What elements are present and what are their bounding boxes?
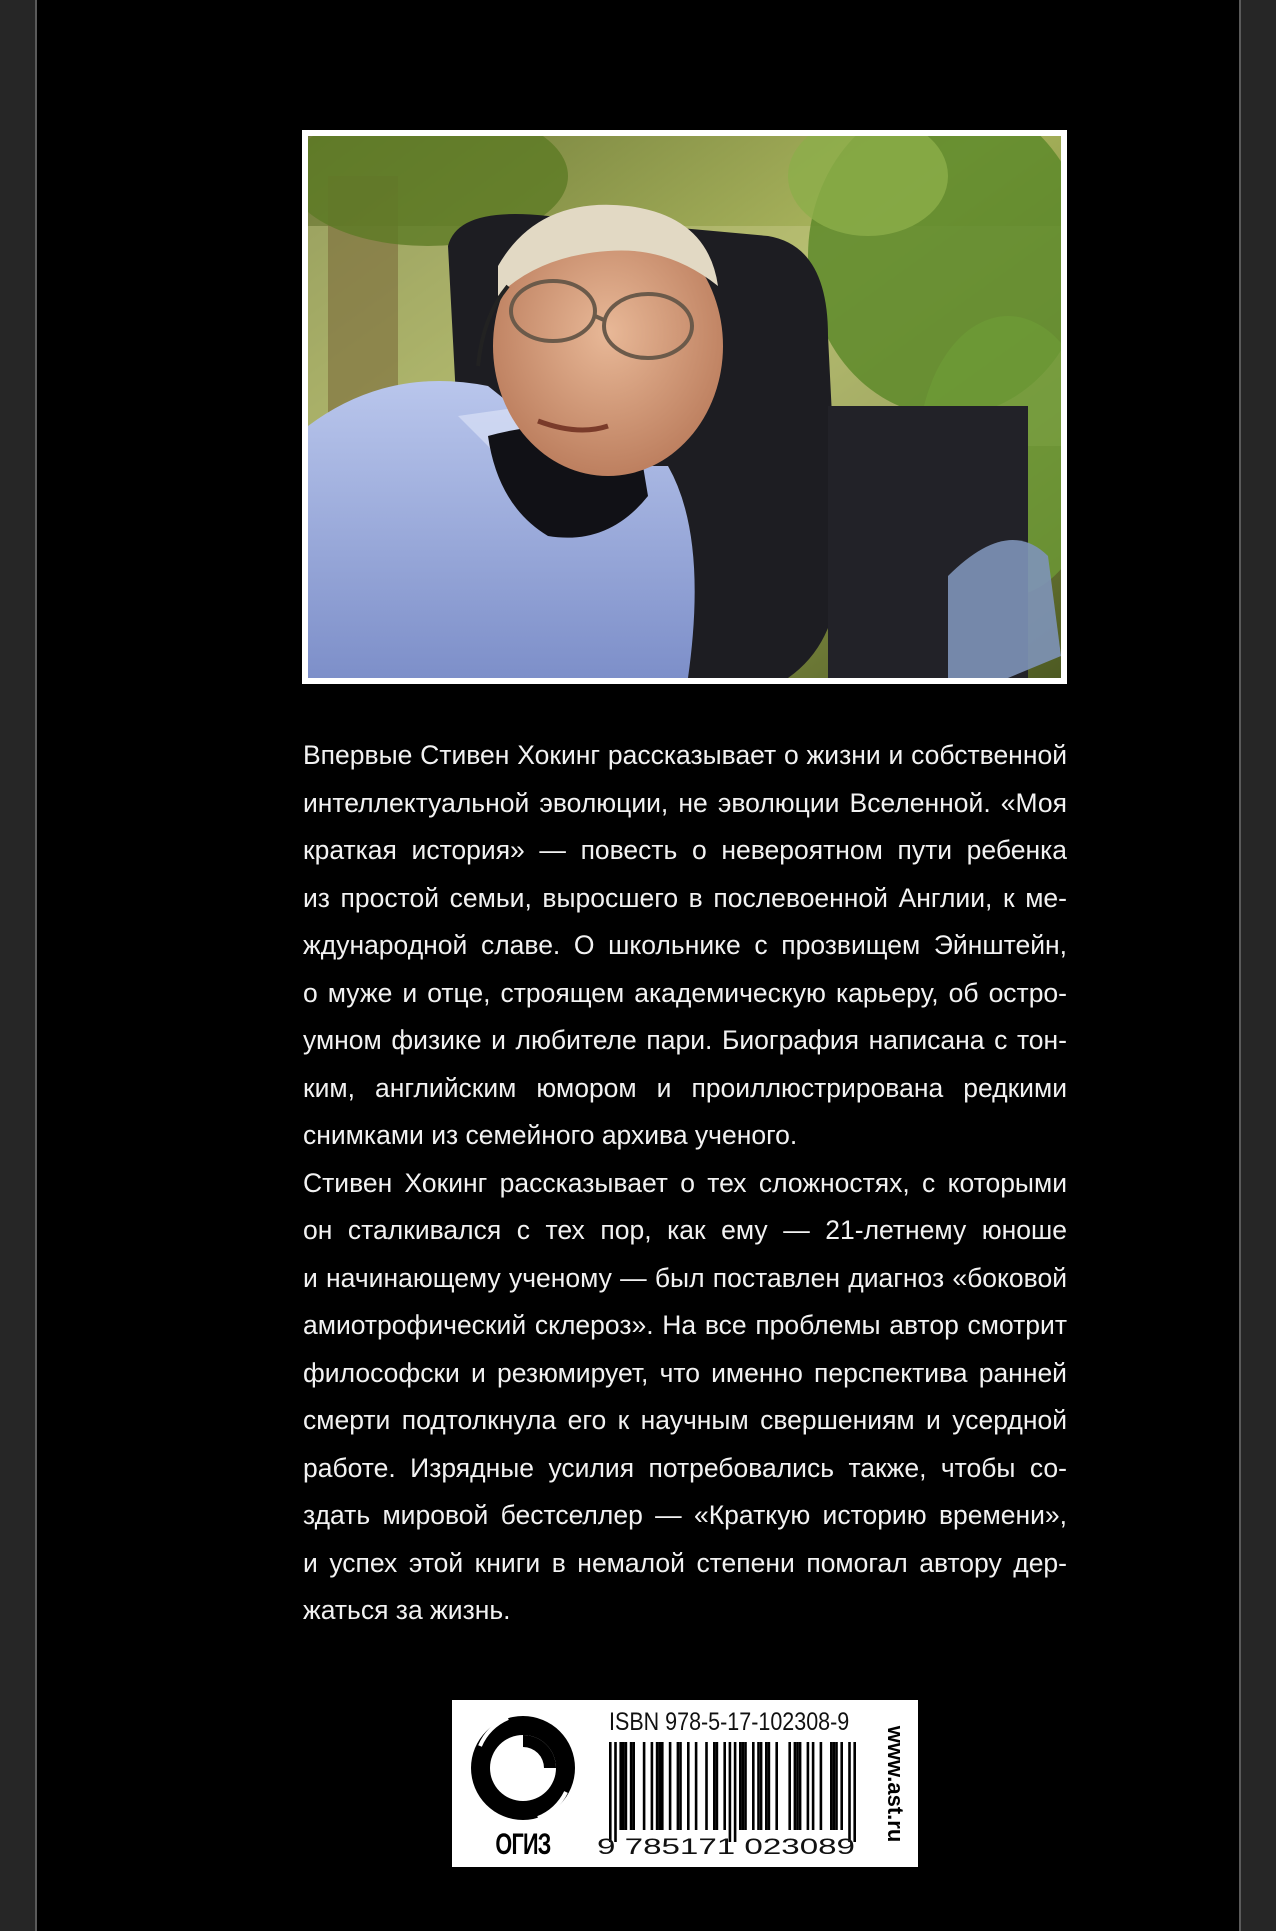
- barcode-bar: [830, 1742, 833, 1830]
- barcode-bar: [734, 1742, 737, 1842]
- barcode-bar: [625, 1742, 628, 1830]
- barcode-bar: [614, 1742, 617, 1842]
- barcode-bar: [768, 1742, 771, 1830]
- blurb-line: Впервые Стивен Хокинг рассказывает о жизни и собственной: [303, 740, 1067, 770]
- blurb-line: Стивен Хокинг рассказывает о тех сложностях, с которыми: [303, 1167, 1067, 1198]
- author-photo: [302, 130, 1067, 684]
- barcode-bar: [622, 1742, 625, 1830]
- barcode-bar: [760, 1742, 763, 1830]
- barcode-bar: [643, 1742, 646, 1830]
- barcode-bar: [669, 1742, 672, 1830]
- barcode-bar: [609, 1742, 612, 1842]
- barcode-bar: [848, 1742, 851, 1842]
- isbn-label: ISBN 978-5-17-102308-9: [609, 1708, 850, 1736]
- blurb-line: философски и резюмирует, что именно перспектива ранней: [303, 1357, 1067, 1388]
- barcode-bar: [835, 1742, 838, 1830]
- barcode-bar: [775, 1742, 778, 1830]
- barcode-bar: [833, 1742, 836, 1830]
- ean13-barcode: [595, 1740, 857, 1858]
- blurb-line: жаться за жизнь.: [303, 1595, 511, 1625]
- barcode-bar: [679, 1742, 682, 1830]
- blurb-line: амиотрофический склероз». На все проблемы автор смотрит: [303, 1310, 1067, 1340]
- blurb-paragraph-2: [303, 1160, 1067, 1635]
- blurb-line: умном физике и любителе пари. Биография написана с тон-: [303, 1025, 1067, 1055]
- blurb-line: смерти подтолкнула его к научным свершениям и усердной: [303, 1405, 1067, 1435]
- barcode-bar: [658, 1742, 661, 1830]
- barcode-bar: [687, 1742, 690, 1830]
- blurb-line: ждународной славе. О школьнике с прозвищем Эйнштейн,: [303, 930, 1067, 960]
- barcode-bar: [661, 1742, 664, 1830]
- barcode-bar: [788, 1742, 791, 1830]
- barcode-bar: [723, 1742, 726, 1830]
- barcode-bar: [853, 1742, 856, 1842]
- blurb-line: работе. Изрядные усилия потребовались также, чтобы со-: [303, 1452, 1067, 1483]
- barcode-bar: [807, 1742, 810, 1830]
- barcode-bar: [630, 1742, 633, 1830]
- barcode-bar: [739, 1742, 742, 1830]
- blurb-line: здать мировой бестселлер — «Краткую историю времени»,: [303, 1500, 1067, 1530]
- barcode-bar: [619, 1742, 622, 1830]
- blurb-line: о муже и отце, строящем академическую карьеру, об остро-: [303, 977, 1067, 1008]
- barcode-bar: [752, 1742, 755, 1830]
- barcode-bar: [765, 1742, 768, 1830]
- blurb-line: и успех этой книги в немалой степени помогал автору дер-: [303, 1547, 1067, 1578]
- barcode-bar: [794, 1742, 797, 1830]
- barcode-panel: [452, 1700, 918, 1867]
- back-cover-blurb: [303, 732, 1067, 1635]
- barcode-bar: [716, 1742, 719, 1830]
- publisher-website-text: www.ast.ru: [883, 1725, 908, 1843]
- barcode-bar: [729, 1742, 732, 1842]
- book-back-cover: [35, 0, 1241, 1931]
- barcode-bar: [742, 1742, 745, 1830]
- barcode-bar: [651, 1742, 654, 1830]
- barcode-bar: [744, 1742, 747, 1830]
- barcode-bar: [705, 1742, 708, 1830]
- blurb-paragraph-1: [303, 732, 1067, 1160]
- publisher-website: [880, 1706, 910, 1862]
- blurb-line: и начинающему ученому — был поставлен диагноз «боковой: [303, 1262, 1067, 1293]
- barcode-bar: [812, 1742, 815, 1830]
- blurb-line: снимками из семейного архива ученого.: [303, 1120, 798, 1150]
- blurb-line: интеллектуальной эволюции, не эволюции Вселенной. «Моя: [303, 787, 1067, 818]
- blurb-line: краткая история» — повесть о невероятном пути ребенка: [303, 835, 1067, 865]
- barcode-bar: [632, 1742, 635, 1830]
- barcode-bar: [840, 1742, 843, 1830]
- barcode-bar: [695, 1742, 698, 1830]
- barcode-bar: [796, 1742, 799, 1830]
- barcode-bar: [677, 1742, 680, 1830]
- barcode-bar: [713, 1742, 716, 1830]
- blurb-line: он сталкивался с тех пор, как ему — 21-летнему юноше: [303, 1215, 1067, 1245]
- portrait-photo-icon: [308, 136, 1061, 678]
- barcode-bar: [799, 1742, 802, 1830]
- barcode-bar: [656, 1742, 659, 1830]
- barcode-bar: [820, 1742, 823, 1830]
- blurb-line: из простой семьи, выросшего в послевоенной Англии, к ме-: [303, 882, 1067, 913]
- blurb-line: ким, английским юмором и проиллюстрирована редкими: [303, 1072, 1067, 1103]
- barcode-digits: 9 785171 023089: [597, 1834, 855, 1858]
- publisher-logo-text: ОГИЗ: [495, 1828, 551, 1861]
- barcode-bar: [757, 1742, 760, 1830]
